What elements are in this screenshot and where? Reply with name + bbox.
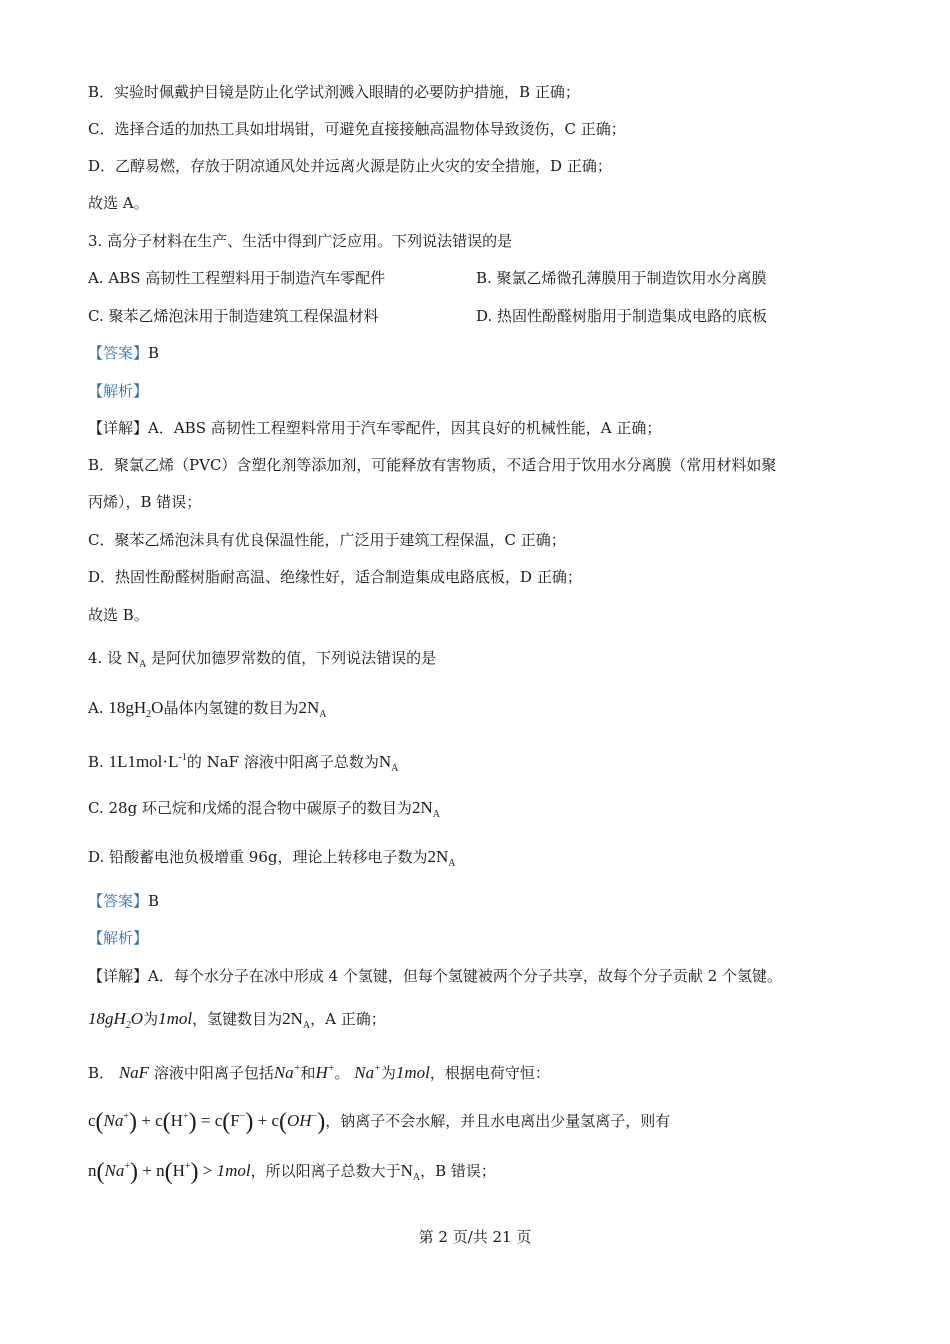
c-symbol: c: [271, 1111, 279, 1130]
answer-tag: 【答案】: [88, 344, 149, 362]
detail-text: 溶液中阳离子包括: [153, 1064, 274, 1082]
q3-detail-b-line2: 丙烯），B 错误；: [88, 493, 202, 511]
formula-part: 1L1mol·L: [108, 752, 179, 771]
stem-text: 是阿伏加德罗常数的值，下列说法错误的是: [151, 649, 437, 667]
word-wei: 为: [380, 1064, 396, 1082]
coefficient: 2: [427, 847, 436, 866]
q4-option-c: [88, 797, 440, 826]
value-2na: [427, 847, 456, 869]
option-label: A.: [88, 699, 104, 717]
option-text: 的 NaF 溶液中阳离子总数为: [186, 753, 379, 771]
q3-option-c: C. 聚苯乙烯泡沫用于制造建筑工程保温材料: [88, 307, 379, 325]
option-text: C. 28g 环己烷和戊烯的混合物中碳原子的数目为: [88, 799, 412, 817]
n-letter: N: [420, 798, 433, 817]
value-2na: [298, 698, 327, 720]
detail-text: ，氢键数目为: [192, 1010, 283, 1028]
ion-symbol: Na: [104, 1161, 125, 1180]
value-1mol: 1mol: [158, 1009, 193, 1028]
a-subscript: A: [302, 1020, 311, 1031]
q3-detail-b-line1: B．聚氯乙烯（PVC）含塑化剂等添加剂，可能释放有害物质，不适合用于饮用水分离膜（常用材料如聚: [88, 456, 777, 474]
n-letter: N: [436, 847, 449, 866]
ion-symbol: H: [172, 1161, 185, 1180]
ion-symbol: F: [230, 1111, 240, 1130]
n-letter: N: [126, 648, 140, 667]
value-1mol: 1mol: [216, 1161, 251, 1180]
detail-tag: 【详解】: [88, 419, 149, 437]
value-na: [378, 752, 399, 774]
option-text: D. 铅酸蓄电池负极增重 96g，理论上转移电子数为: [88, 848, 428, 866]
ion-symbol: OH: [286, 1111, 312, 1130]
q3-option-b: B. 聚氯乙烯微孔薄膜用于制造饮用水分离膜: [476, 269, 767, 287]
option-label: B.: [88, 753, 104, 771]
detail-a-text: A．ABS 高韧性工程塑料常用于汽车零配件，因其良好的机械性能，A 正确；: [148, 419, 662, 437]
q3-option-d: D. 热固性酚醛树脂用于制造集成电路的底板: [476, 307, 768, 325]
value-1mol: 1mol: [395, 1063, 430, 1082]
detail-a-text: A．每个水分子在冰中形成 4 个氢键，但每个氢键被两个分子共享，故每个分子贡献 2 个氢键。: [148, 967, 783, 985]
punctuation: 。: [334, 1064, 350, 1082]
value-2na: [411, 798, 440, 820]
detail-text: ，根据电荷守恒：: [429, 1064, 550, 1082]
q3-detail-a: [88, 417, 661, 439]
n-letter: N: [306, 698, 320, 717]
q2-option-c-explanation: C．选择合适的加热工具如坩埚钳，可避免直接接触高温物体导致烫伤，C 正确；: [88, 120, 626, 138]
detail-text: ，钠离子不会水解，并且水电离出少量氢离子，则有: [325, 1112, 671, 1130]
a-subscript: A: [319, 709, 327, 720]
answer-value: B: [148, 344, 160, 362]
q3-answer: [88, 342, 159, 364]
ion-symbol: Na: [273, 1063, 294, 1082]
a-subscript: A: [432, 809, 440, 820]
c-symbol: c: [214, 1111, 223, 1130]
q3-detail-d: D．热固性酚醛树脂耐高温、绝缘性好，适合制造集成电路底板，D 正确；: [88, 568, 582, 586]
q4-stem: [88, 647, 436, 676]
word-and: 和: [300, 1064, 316, 1082]
ion-symbol: H: [315, 1063, 328, 1082]
detail-text: ，所以阳离子总数大于: [250, 1162, 401, 1180]
q4-detail-b-line3: [88, 1156, 496, 1189]
q4-option-a: [88, 697, 326, 726]
coefficient: 2: [298, 698, 307, 717]
n-letter: N: [400, 1161, 413, 1180]
word-wei: 为: [143, 1010, 159, 1028]
q4-detail-a-line1: [88, 965, 782, 987]
answer-tag: 【答案】: [88, 892, 149, 910]
q4-answer: [88, 890, 159, 912]
coefficient: 2: [282, 1009, 291, 1028]
q3-detail-c: C．聚苯乙烯泡沫具有优良保温性能，广泛用于建筑工程保温，C 正确；: [88, 531, 566, 549]
q4-detail-b-line1: [88, 1058, 550, 1084]
formula-part: O: [130, 1009, 144, 1028]
q3-conclusion: 故选 B。: [88, 606, 149, 624]
q3-analysis-tag: 【解析】: [88, 382, 149, 400]
detail-tag: 【详解】: [88, 967, 149, 985]
charge-balance-equation: c(Na+) + c(H+) = c(F−) + c(OH−): [88, 1109, 326, 1135]
option-text: 晶体内氢键的数目为: [163, 699, 299, 717]
ion-symbol: H: [170, 1111, 183, 1130]
formula-concentration: [109, 752, 187, 771]
page-footer: 第 2 页/共 21 页: [418, 1228, 532, 1246]
n-letter: N: [290, 1009, 303, 1028]
formula-subscript: 2: [146, 709, 152, 720]
ion-h: H+: [315, 1063, 335, 1082]
a-subscript: A: [448, 858, 456, 869]
na-symbol: [126, 648, 147, 670]
q4-analysis-tag: 【解析】: [88, 929, 149, 947]
q4-option-d: [88, 846, 456, 875]
q4-detail-b-line2: [88, 1106, 670, 1133]
detail-text: ，B 错误；: [420, 1162, 496, 1180]
q2-option-b-explanation: B．实验时佩戴护目镜是防止化学试剂溅入眼睛的必要防护措施，B 正确；: [88, 83, 580, 101]
formula-subscript: 2: [125, 1020, 131, 1031]
a-subscript: A: [139, 659, 147, 670]
n-symbol: n: [88, 1161, 97, 1180]
c-symbol: c: [88, 1111, 96, 1130]
q2-conclusion: 故选 A。: [88, 194, 149, 212]
ion-symbol: Na: [103, 1111, 124, 1130]
formula-18g-water: [88, 1009, 144, 1031]
formula-exponent: -1: [178, 752, 187, 763]
q3-stem: 3. 高分子材料在生产、生活中得到广泛应用。下列说法错误的是: [88, 232, 513, 250]
ion-na: Na+: [273, 1063, 301, 1082]
formula-part: 18gH: [108, 698, 147, 717]
n-symbol: n: [156, 1161, 165, 1180]
q4-option-b: [88, 747, 398, 780]
q4-detail-a-line2: [88, 1008, 386, 1037]
ion-symbol: Na: [354, 1063, 375, 1082]
detail-text: ，A 正确；: [310, 1010, 386, 1028]
a-subscript: A: [391, 763, 399, 774]
formula-part: 18gH: [88, 1009, 126, 1028]
a-subscript: A: [412, 1172, 421, 1183]
formula-18g-water: [108, 698, 164, 720]
inequality-expression: n(Na+) + n(H+) > 1mol: [88, 1159, 251, 1185]
coefficient: 2: [411, 798, 421, 817]
c-symbol: c: [155, 1111, 163, 1130]
ion-na: Na+: [354, 1063, 381, 1082]
q2-option-d-explanation: D．乙醇易燃，存放于阴凉通风处并远离火源是防止火灾的安全措施，D 正确；: [88, 157, 612, 175]
value-2na: [282, 1009, 311, 1031]
formula-naf: NaF: [118, 1063, 150, 1082]
stem-prefix: 4. 设: [88, 649, 123, 667]
n-letter: N: [378, 752, 392, 771]
answer-value: B: [148, 892, 160, 910]
formula-part: O: [151, 698, 164, 717]
detail-label: B．: [88, 1064, 115, 1082]
value-na: [400, 1161, 421, 1183]
q3-option-a: A. ABS 高韧性工程塑料用于制造汽车零配件: [88, 269, 386, 287]
